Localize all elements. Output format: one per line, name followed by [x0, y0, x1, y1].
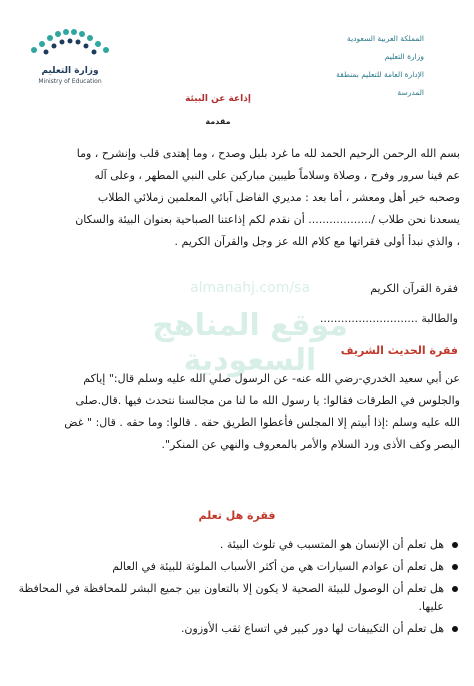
- bullet-icon: [452, 586, 458, 592]
- header-directorate: الإدارة العامة للتعليم بمنطقة: [336, 70, 424, 79]
- did-you-know-list: [14, 536, 460, 642]
- hadith-line: الله عليه وسلم :إذا أبيتم إلا المجلس فأعطوا الطريق حقه . قالوا: وما حقه . قال: " غض: [64, 416, 460, 429]
- intro-line: يسعدنا نحن طلاب /.................. أن نقدم لكم إذاعتنا الصباحية بعنوان البيئة والسكان: [75, 213, 460, 226]
- list-item: [14, 620, 460, 638]
- list-item-text: هل تعلم أن التكييفات لها دور كبير في اتساع ثقب الأوزون.: [180, 622, 444, 635]
- ministry-name-en: Ministry of Education: [38, 78, 102, 85]
- quran-section-label: فقرة القرآن الكريم: [370, 282, 458, 295]
- did-you-know-title: فقرة هل تعلم: [198, 509, 276, 522]
- list-item-text: هل تعلم أن الوصول للبيئة الصحية لا يكون إلا بالتعاون بين جميع البشر للمحافظة في المحافظة عليها.: [18, 582, 444, 613]
- header-info: [264, 30, 424, 102]
- bullet-icon: [452, 626, 458, 632]
- hadith-paragraph: [14, 368, 460, 456]
- header-country: المملكة العربية السعودية: [347, 34, 424, 43]
- intro-line: ، والذي نبدأ أولى فقراتها مع كلام الله عز وجل والقرآن الكريم .: [174, 235, 460, 248]
- ministry-logo: [14, 26, 124, 86]
- hadith-line: عن أبي سعيد الخدري-رضي الله عنه- عن الرسول صلي الله عليه وسلم قال:" إياكم: [83, 372, 460, 385]
- watermark-text: موقع المناهج السعودية: [152, 308, 348, 378]
- list-item: [14, 558, 460, 576]
- intro-paragraph: [14, 143, 460, 253]
- intro-line: وصحبه خير أهل ومعشر ، أما بعد : مديري الفاضل آبائي المعلمين زملائي الطلاب: [97, 191, 460, 204]
- list-item: [14, 580, 460, 616]
- hadith-line: والجلوس في الطرقات فقالوا: يا رسول الله ما لنا من مجالسنا نتحدث فيها .قال.صلى: [75, 394, 460, 407]
- letterhead: [0, 0, 474, 126]
- hadith-section-title: فقرة الحديث الشريف: [340, 344, 458, 357]
- hadith-line: البصر وكف الأذى ورد السلام والأمر بالمعروف والنهي عن المنكر".: [161, 438, 460, 451]
- header-ministry: وزارة التعليم: [384, 52, 424, 61]
- bullet-icon: [452, 564, 458, 570]
- page-title: إذاعة عن البيئة: [185, 94, 251, 104]
- intro-heading: مقدمة: [205, 117, 231, 126]
- logo-dots-icon: [24, 26, 114, 60]
- list-item-text: هل تعلم أن الإنسان هو المتسبب في تلوث البيئة .: [219, 538, 444, 551]
- list-item-text: هل تعلم أن عوادم السيارات هي من أكثر الأسباب الملوثة للبيئة في العالم: [112, 560, 444, 573]
- list-item: [14, 536, 460, 554]
- watermark-url: almanahj.com/sa: [190, 280, 310, 296]
- intro-line: بسم الله الرحمن الرحيم الحمد لله ما غرد بلبل وصدح ، وما إهتدى قلب وإنشرح ، وما: [76, 147, 460, 160]
- ministry-name-ar: وزارة التعليم: [41, 66, 99, 76]
- bullet-icon: [452, 542, 458, 548]
- intro-line: عم فينا سرور وفرح ، وصلاة وسلاماً طيبين مباركين على النبي المطهر ، وعلى آله: [94, 169, 460, 182]
- student-line: والطالبة ............................: [319, 312, 458, 325]
- header-school: المدرسة: [397, 88, 424, 97]
